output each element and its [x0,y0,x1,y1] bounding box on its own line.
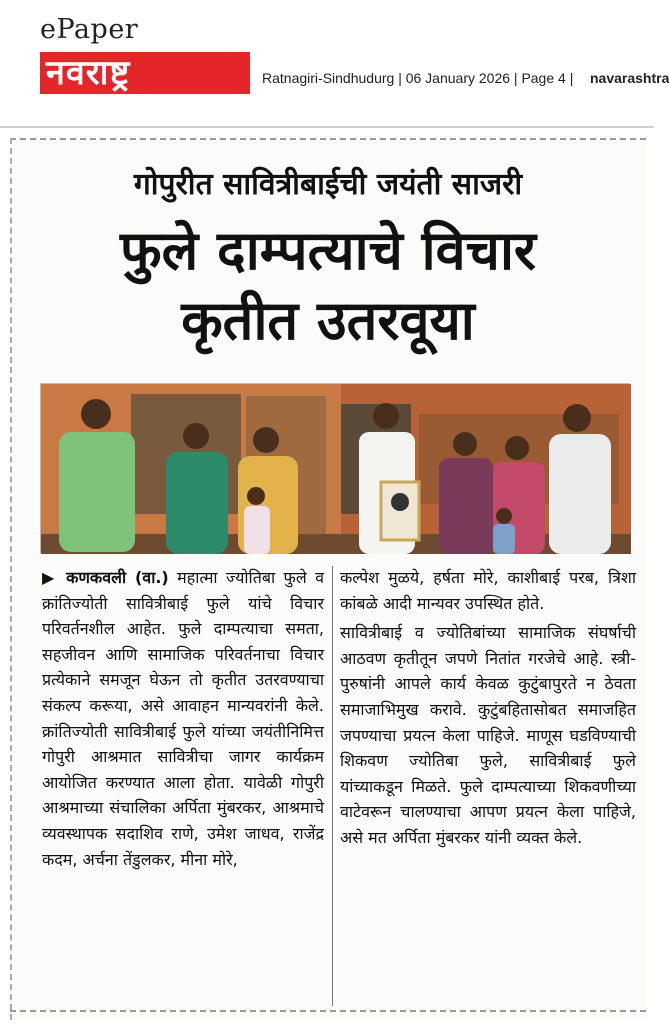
site-name[interactable]: navarashtra [590,70,669,86]
paragraph-text: महात्मा ज्योतिबा फुले व क्रांतिज्योती सावित्रीबाई फुले यांचे विचार परिवर्तनशील आहेत. फुले दाम्पत्याचा समता, सहजीवन आणि सामाजिक परिवर्तनाचा विचार प्रत्येकाने समजून घेऊन तो कृतीत उतरवण्याचा संकल्प करूया, असे आवाहन मान्यवरांनी केले. क्रांतिज्योती सावित्रीबाई फुले यांच्या जयंतीनिमित्त गोपुरी आश्रमात सावित्रीचा जागर कार्यक्रम आयोजित करण्यात आला होता. यावेळी गोपुरी आश्रमाच्या संचालिका अर्पिता मुंबरकर, आश्रमाचे व्यवस्थापक सदाशिव राणे, उमेश जाधव, राजेंद्र कदम, अर्चना तेंडुलकर, मीना मोरे, [42,568,325,869]
article-headline [30,216,626,356]
clipping-top-edge [10,138,646,144]
article-paragraph: कल्पेश मुळये, हर्षता मोरे, काशीबाई परब, त्रिशा कांबळे आदी मान्यवर उपस्थित होते. [340,568,636,613]
news-clipping [10,138,646,1020]
epaper-header [0,0,669,118]
article-kicker: गोपुरीत सावित्रीबाईची जयंती साजरी [133,167,523,202]
header-divider [0,126,654,128]
play-triangle-icon: ▶ [42,568,58,587]
dateline: कणकवली (वा.) [66,568,169,587]
article-column-1 [42,565,324,876]
article-photo[interactable] [40,383,630,553]
headline-line-1: फुले दाम्पत्याचे विचार [119,219,537,282]
headline-line-2: कृतीत उतरवूया [181,289,475,352]
epaper-label: ePaper [40,14,139,45]
clipping-left-edge [10,138,16,1020]
edition-info: Ratnagiri-Sindhudurg | 06 January 2026 | Page 4 | [262,70,574,86]
group-photo-icon [41,384,631,554]
clipping-bottom-edge [10,1010,646,1014]
article-column-2 [340,565,636,855]
article-paragraph: सावित्रीबाई व ज्योतिबांच्या सामाजिक संघर्षाची आठवण कृतीतून जपणे नितांत गरजेचे आहे. स्त्री-पुरुषांनी आपले कार्य केवळ कुटुंबापुरते न ठेवता समाजाभिमुख करावे. कुटुंबहितासोबत समाजहित जपण्याचा प्रयत्न केला पाहिजे. माणूस घडविण्याची शिकवण ज्योतिबा फुले, सावित्रीबाई फुले यांच्याकडून मिळते. फुले दाम्पत्याच्या शिकवणीच्या वाटेवरून चालण्याचा आपण प्रयत्न केला पाहिजे, असे मत अर्पिता मुंबरकर यांनी व्यक्त केले. [340,623,636,847]
article-paragraph [42,565,324,872]
column-divider [332,566,333,1006]
navarashtra-logo[interactable]: नवराष्ट्र [40,52,250,94]
